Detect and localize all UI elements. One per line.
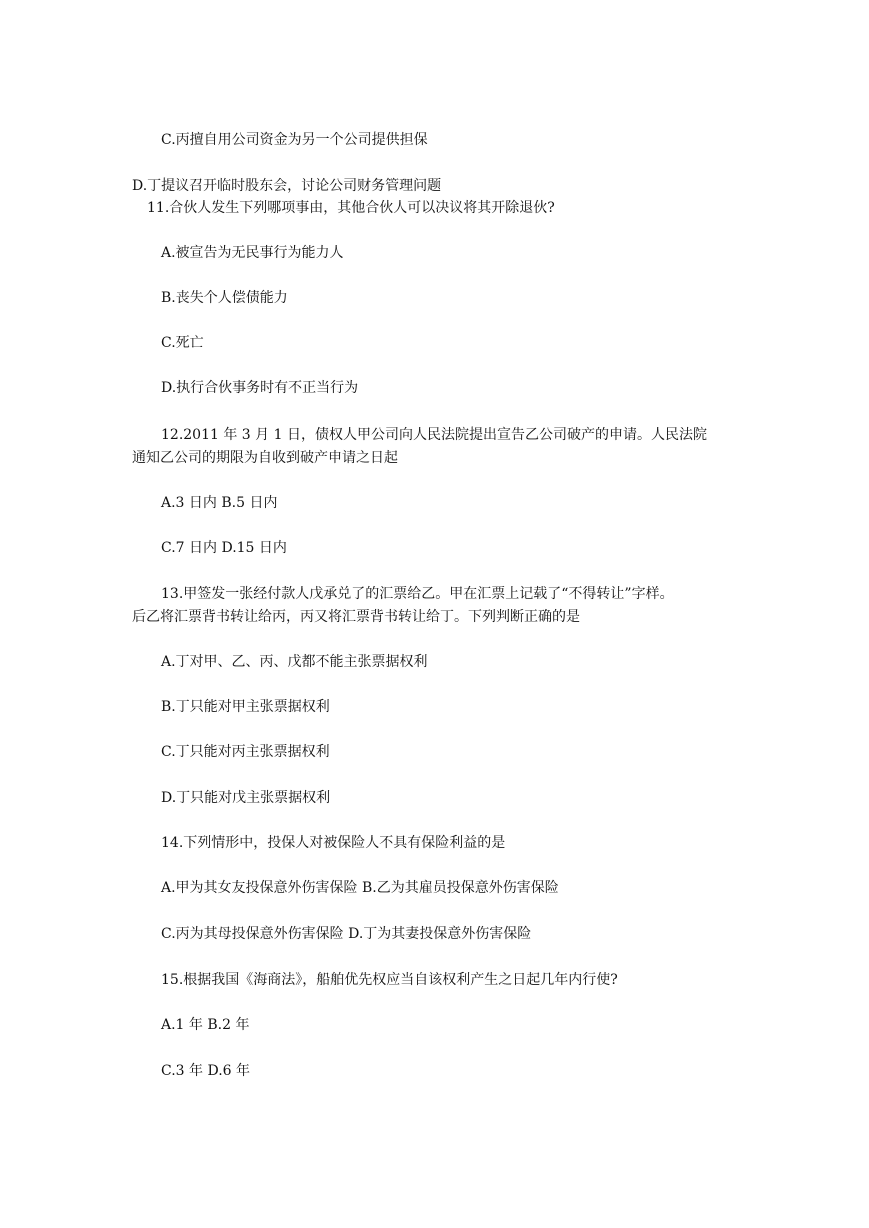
q11-option-d: D.执行合伙事务时有不正当行为 — [161, 380, 359, 396]
question-12-stem-line-1: 12.2011 年 3 月 1 日，债权人甲公司向人民法院提出宣告乙公司破产的申请。人民法院 — [161, 427, 707, 443]
q15-options-ab: A.1 年 B.2 年 — [161, 1017, 250, 1033]
option-d-line: D.丁提议召开临时股东会，讨论公司财务管理问题 — [132, 178, 442, 194]
q11-option-a: A.被宣告为无民事行为能力人 — [161, 245, 344, 261]
q13-option-a: A.丁对甲、乙、丙、戊都不能主张票据权利 — [161, 654, 428, 670]
question-13-stem-line-2: 后乙将汇票背书转让给丙，丙又将汇票背书转让给丁。下列判断正确的是 — [132, 609, 580, 625]
question-14-stem: 14.下列情形中，投保人对被保险人不具有保险利益的是 — [161, 835, 506, 851]
q13-option-b: B.丁只能对甲主张票据权利 — [161, 699, 330, 715]
q11-option-b: B.丧失个人偿债能力 — [161, 290, 288, 306]
q13-option-c: C.丁只能对丙主张票据权利 — [161, 744, 330, 760]
q15-options-cd: C.3 年 D.6 年 — [161, 1063, 251, 1079]
question-11-stem: 11.合伙人发生下列哪项事由，其他合伙人可以决议将其开除退伙? — [147, 200, 555, 216]
q11-option-c: C.死亡 — [161, 335, 204, 351]
q12-options-ab: A.3 日内 B.5 日内 — [161, 495, 278, 511]
question-13-stem-line-1: 13.甲签发一张经付款人戊承兑了的汇票给乙。甲在汇票上记载了“不得转让”字样。 — [161, 586, 674, 602]
question-12-stem-line-2: 通知乙公司的期限为自收到破产申请之日起 — [132, 450, 398, 466]
option-c-line: C.丙擅自用公司资金为另一个公司提供担保 — [161, 132, 428, 148]
q12-options-cd: C.7 日内 D.15 日内 — [161, 540, 287, 556]
question-15-stem: 15.根据我国《海商法》，船舶优先权应当自该权利产生之日起几年内行使? — [161, 972, 618, 988]
q14-options-ab: A.甲为其女友投保意外伤害保险 B.乙为其雇员投保意外伤害保险 — [161, 880, 559, 896]
q14-options-cd: C.丙为其母投保意外伤害保险 D.丁为其妻投保意外伤害保险 — [161, 926, 532, 942]
q13-option-d: D.丁只能对戊主张票据权利 — [161, 790, 331, 806]
